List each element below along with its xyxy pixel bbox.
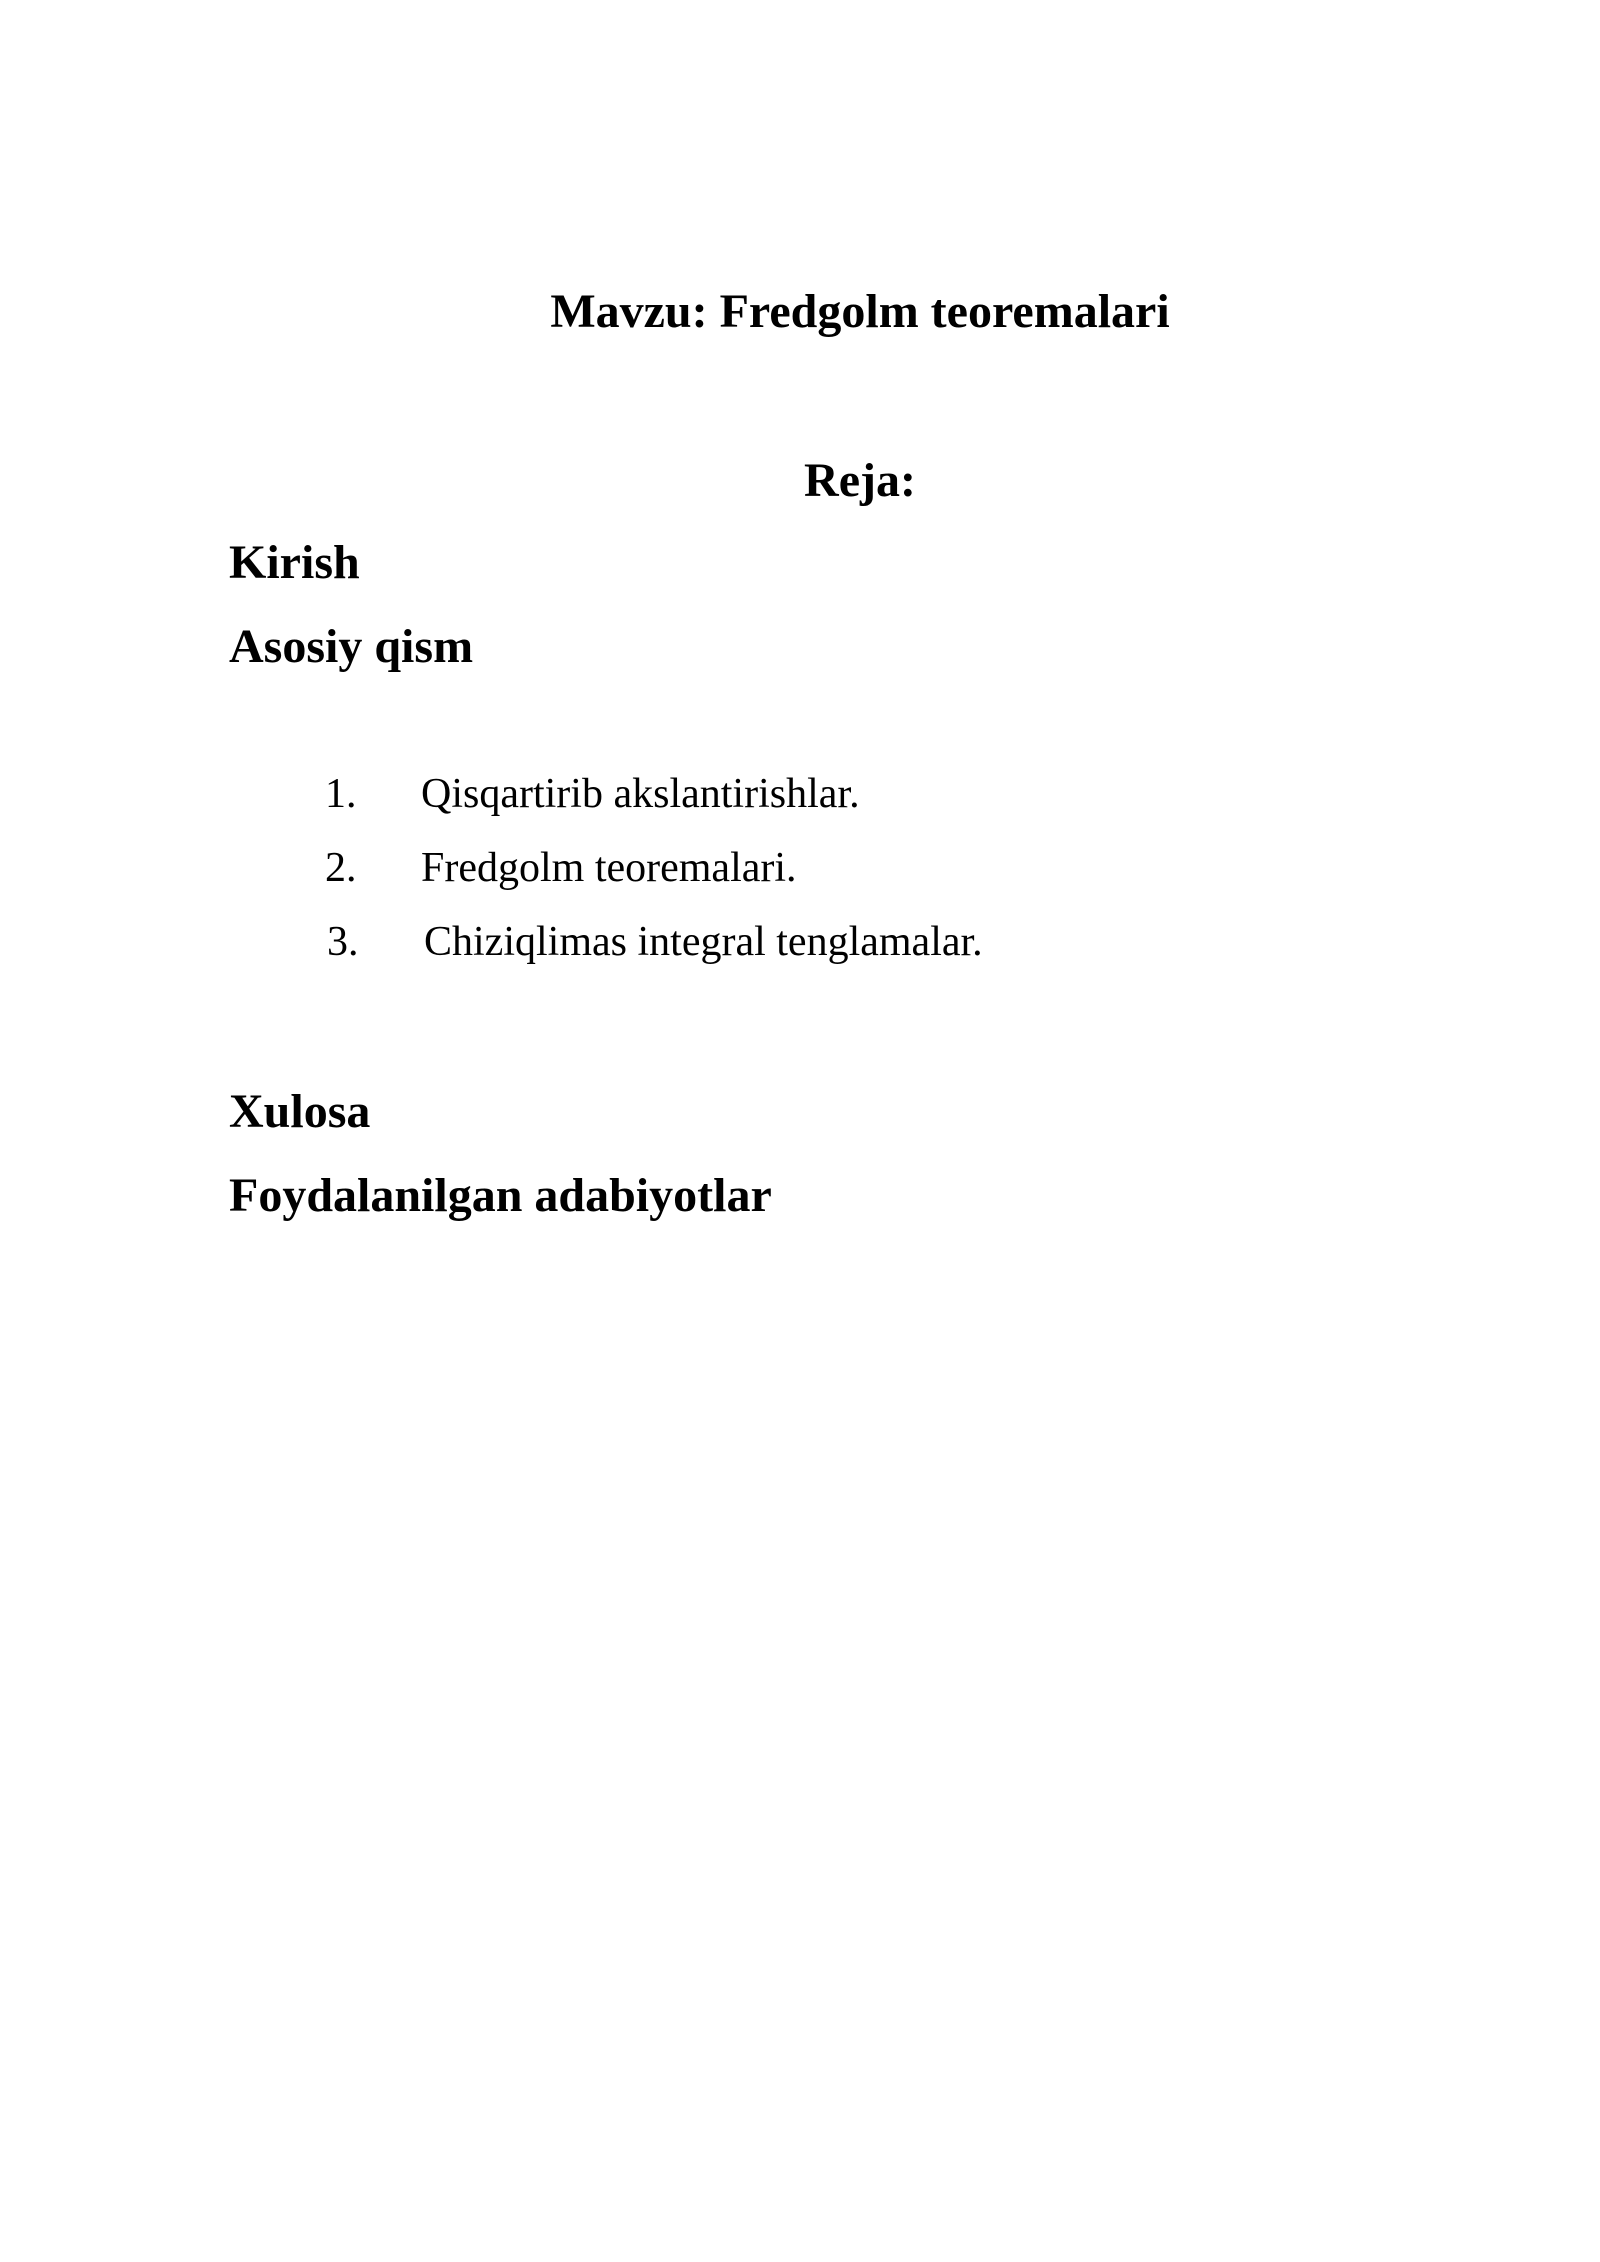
section-intro: Kirish bbox=[229, 536, 360, 589]
section-references: Foydalanilgan adabiyotlar bbox=[229, 1169, 772, 1222]
plan-heading: Reja: bbox=[804, 454, 916, 507]
list-item-number: 2. bbox=[325, 845, 357, 891]
list-item-text: Fredgolm teoremalari. bbox=[421, 845, 797, 891]
list-item-text: Qisqartirib akslantirishlar. bbox=[421, 771, 860, 817]
document-title: Mavzu: Fredgolm teoremalari bbox=[550, 285, 1170, 338]
list-item-number: 1. bbox=[325, 771, 357, 817]
list-item-text: Chiziqlimas integral tenglamalar. bbox=[424, 919, 983, 965]
section-conclusion: Xulosa bbox=[229, 1085, 371, 1138]
section-main: Asosiy qism bbox=[229, 620, 474, 673]
list-item-number: 3. bbox=[327, 919, 359, 965]
